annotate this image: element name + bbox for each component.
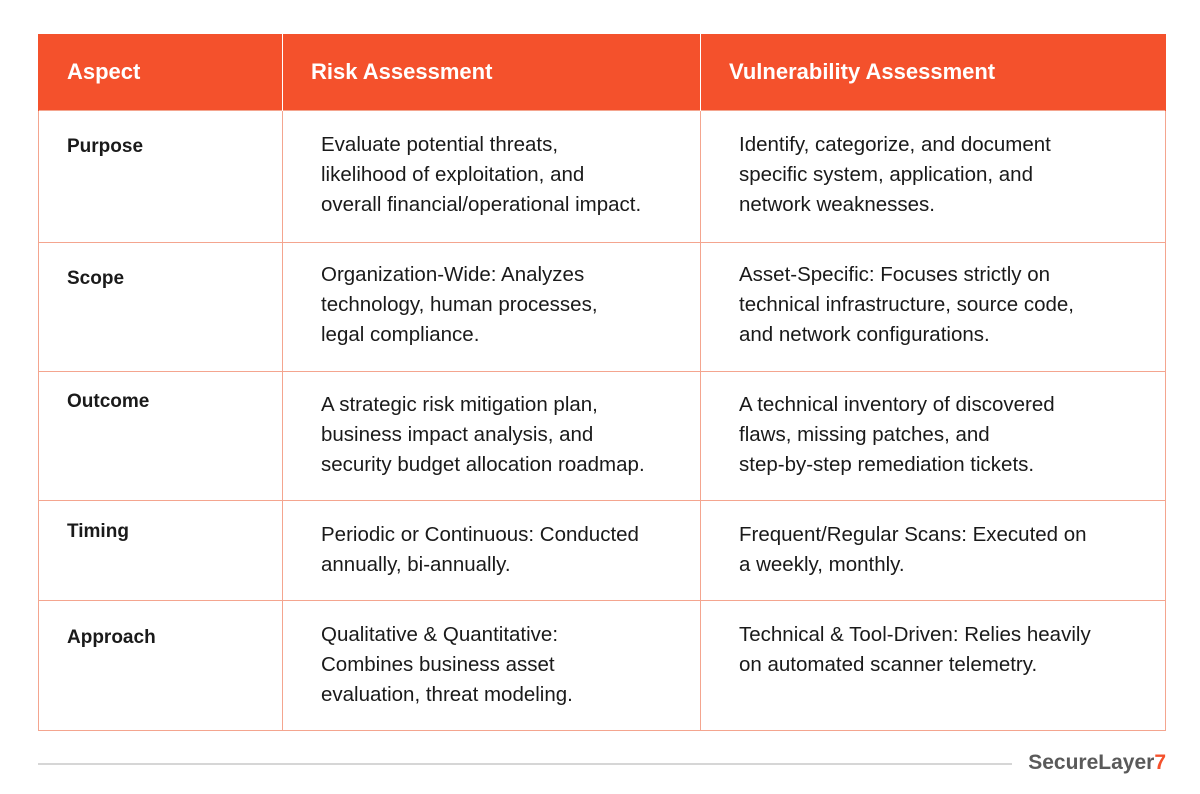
aspect-cell: Timing <box>39 500 283 600</box>
risk-cell <box>283 371 701 500</box>
header-risk-assessment: Risk Assessment <box>283 34 701 110</box>
table-row-approach <box>39 600 1166 730</box>
aspect-cell: Approach <box>39 600 283 730</box>
vulnerability-text: Frequent/Regular Scans: Executed on a weekly, monthly. <box>739 522 1087 576</box>
risk-cell <box>283 242 701 371</box>
vulnerability-text: Identify, categorize, and document specific system, application, and network weaknesses. <box>739 132 1051 216</box>
table-row-scope <box>39 242 1166 371</box>
comparison-table <box>38 34 1166 731</box>
vulnerability-text: Asset-Specific: Focuses strictly on technical infrastructure, source code, and network configurations. <box>739 262 1074 346</box>
risk-text: Evaluate potential threats, likelihood of exploitation, and overall financial/operational impact. <box>321 132 642 216</box>
vulnerability-cell <box>701 242 1166 371</box>
risk-text: Qualitative & Quantitative: Combines business asset evaluation, threat modeling. <box>321 622 573 706</box>
table-row-purpose <box>39 110 1166 242</box>
table-row-outcome <box>39 371 1166 500</box>
risk-cell <box>283 500 701 600</box>
vulnerability-cell <box>701 600 1166 730</box>
aspect-cell: Scope <box>39 242 283 371</box>
brand-logo <box>1028 750 1166 776</box>
table-body <box>39 110 1166 730</box>
header-aspect: Aspect <box>39 34 283 110</box>
aspect-cell: Purpose <box>39 110 283 242</box>
header-vulnerability-assessment: Vulnerability Assessment <box>701 34 1166 110</box>
brand-name: SecureLayer <box>1028 751 1155 774</box>
table-row-timing <box>39 500 1166 600</box>
risk-text: Organization-Wide: Analyzes technology, human processes, legal compliance. <box>321 262 598 346</box>
footer-divider <box>38 763 1012 765</box>
aspect-cell: Outcome <box>39 371 283 500</box>
vulnerability-cell <box>701 500 1166 600</box>
vulnerability-text: A technical inventory of discovered flaws, missing patches, and step-by-step remediation tickets. <box>739 392 1055 476</box>
vulnerability-cell <box>701 110 1166 242</box>
risk-cell <box>283 600 701 730</box>
risk-cell <box>283 110 701 242</box>
risk-text: A strategic risk mitigation plan, business impact analysis, and security budget allocation roadmap. <box>321 392 645 476</box>
brand-mark: 7 <box>1154 751 1166 774</box>
header-row <box>39 34 1166 110</box>
risk-text: Periodic or Continuous: Conducted annually, bi-annually. <box>321 522 639 576</box>
table-header <box>39 34 1166 110</box>
vulnerability-cell <box>701 371 1166 500</box>
vulnerability-text: Technical & Tool-Driven: Relies heavily on automated scanner telemetry. <box>739 622 1091 676</box>
